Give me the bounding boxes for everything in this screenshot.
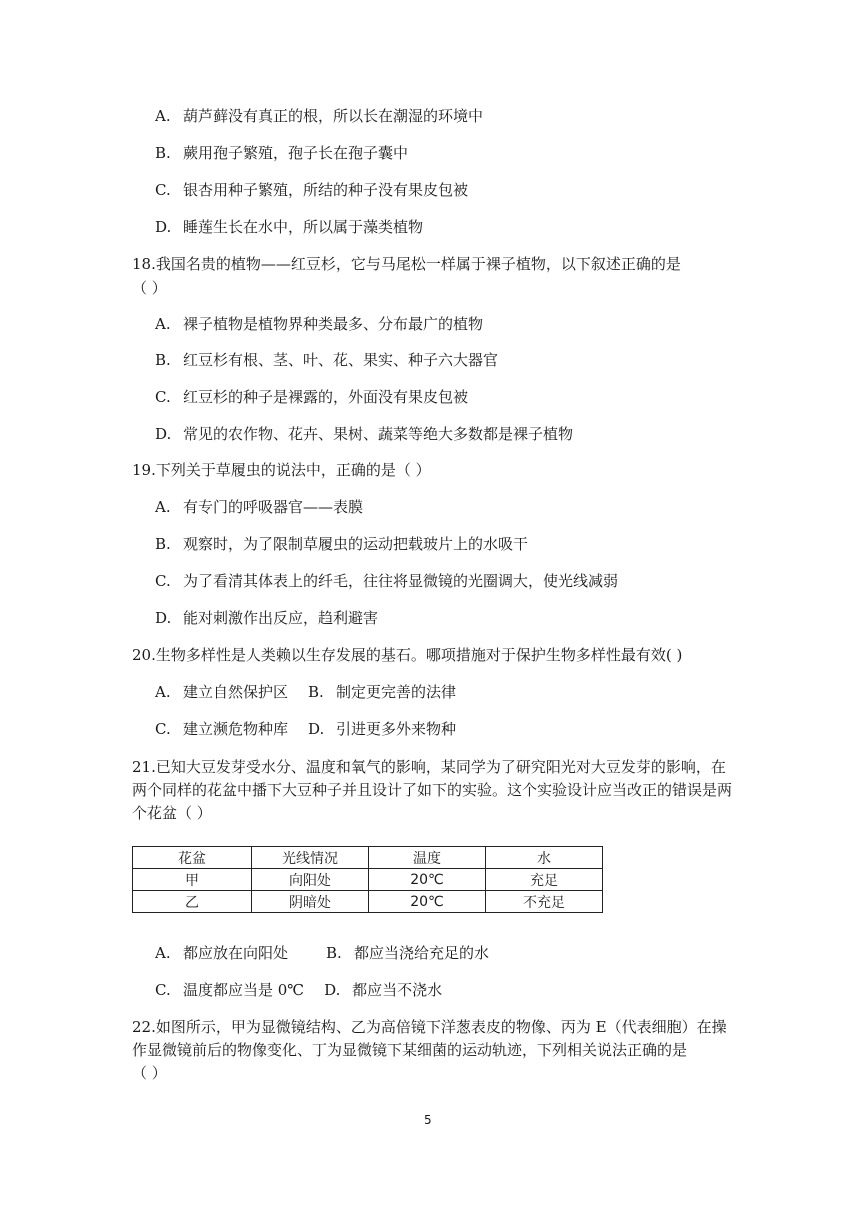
q19-stem: 19.下列关于草履虫的说法中，正确的是（ ） (132, 461, 431, 479)
q18-option-a: A. 裸子植物是植物界种类最多、分布最广的植物 (155, 315, 484, 333)
q22-stem-line3: （ ） (132, 1064, 167, 1082)
q17-option-b: B. 蕨用孢子繁殖，孢子长在孢子囊中 (155, 144, 409, 162)
table-cell: 甲 (133, 869, 252, 891)
table-cell: 不充足 (486, 891, 603, 913)
table-header-cell: 光线情况 (252, 847, 369, 869)
q22-stem-line1: 22.如图所示，甲为显微镜结构、乙为高倍镜下洋葱表皮的物像、丙为 E（代表细胞）在操 (132, 1018, 727, 1036)
table-row (133, 869, 603, 891)
page-number: 5 (424, 1113, 432, 1127)
experiment-table (132, 846, 603, 913)
q17-option-a: A. 葫芦藓没有真正的根，所以长在潮湿的环境中 (155, 107, 484, 125)
q20-options-row2: C. 建立濒危物种库 D. 引进更多外来物种 (155, 720, 457, 738)
q18-option-d: D. 常见的农作物、花卉、果树、蔬菜等绝大多数都是裸子植物 (155, 425, 574, 443)
q18-stem-line2: （ ） (132, 279, 167, 297)
table-header-cell: 温度 (369, 847, 486, 869)
q20-stem: 20.生物多样性是人类赖以生存发展的基石。哪项措施对于保护生物多样性最有效( ) (132, 646, 683, 664)
q18-option-c: C. 红豆杉的种子是裸露的，外面没有果皮包被 (155, 388, 469, 406)
table-cell: 20℃ (369, 891, 486, 913)
q21-stem-line1: 21.已知大豆发芽受水分、温度和氧气的影响，某同学为了研究阳光对大豆发芽的影响，在 (132, 758, 726, 776)
q21-stem-line3: 个花盆（ ） (132, 804, 212, 822)
table-cell: 20℃ (369, 869, 486, 891)
q17-option-d: D. 睡莲生长在水中，所以属于藻类植物 (155, 218, 424, 236)
table-header-row (133, 847, 603, 869)
q21-stem-line2: 两个同样的花盆中播下大豆种子并且设计了如下的实验。这个实验设计应当改正的错误是两 (132, 781, 733, 799)
q19-option-a: A. 有专门的呼吸器官——表膜 (155, 498, 364, 516)
q22-stem-line2: 作显微镜前后的物像变化、丁为显微镜下某细菌的运动轨迹，下列相关说法正确的是 (132, 1041, 688, 1059)
table-cell: 向阳处 (252, 869, 369, 891)
table-cell: 阴暗处 (252, 891, 369, 913)
table-header-cell: 花盆 (133, 847, 252, 869)
q19-option-d: D. 能对刺激作出反应，趋利避害 (155, 609, 379, 627)
q18-stem-line1: 18.我国名贵的植物——红豆杉，它与马尾松一样属于裸子植物，以下叙述正确的是 (132, 255, 681, 273)
q17-option-c: C. 银杏用种子繁殖，所结的种子没有果皮包被 (155, 181, 469, 199)
q19-option-c: C. 为了看清其体表上的纤毛，往往将显微镜的光圈调大，使光线减弱 (155, 572, 619, 590)
q20-options-row1: A. 建立自然保护区 B. 制定更完善的法律 (155, 683, 457, 701)
q21-options-row2: C. 温度都应当是 0℃ D. 都应当不浇水 (155, 981, 443, 999)
table-row (133, 891, 603, 913)
table-header-cell: 水 (486, 847, 603, 869)
q19-option-b: B. 观察时，为了限制草履虫的运动把载玻片上的水吸干 (155, 535, 529, 553)
table-cell: 充足 (486, 869, 603, 891)
q21-options-row1: A. 都应放在向阳处 B. 都应当浇给充足的水 (155, 944, 490, 962)
q18-option-b: B. 红豆杉有根、茎、叶、花、果实、种子六大器官 (155, 351, 499, 369)
table-cell: 乙 (133, 891, 252, 913)
